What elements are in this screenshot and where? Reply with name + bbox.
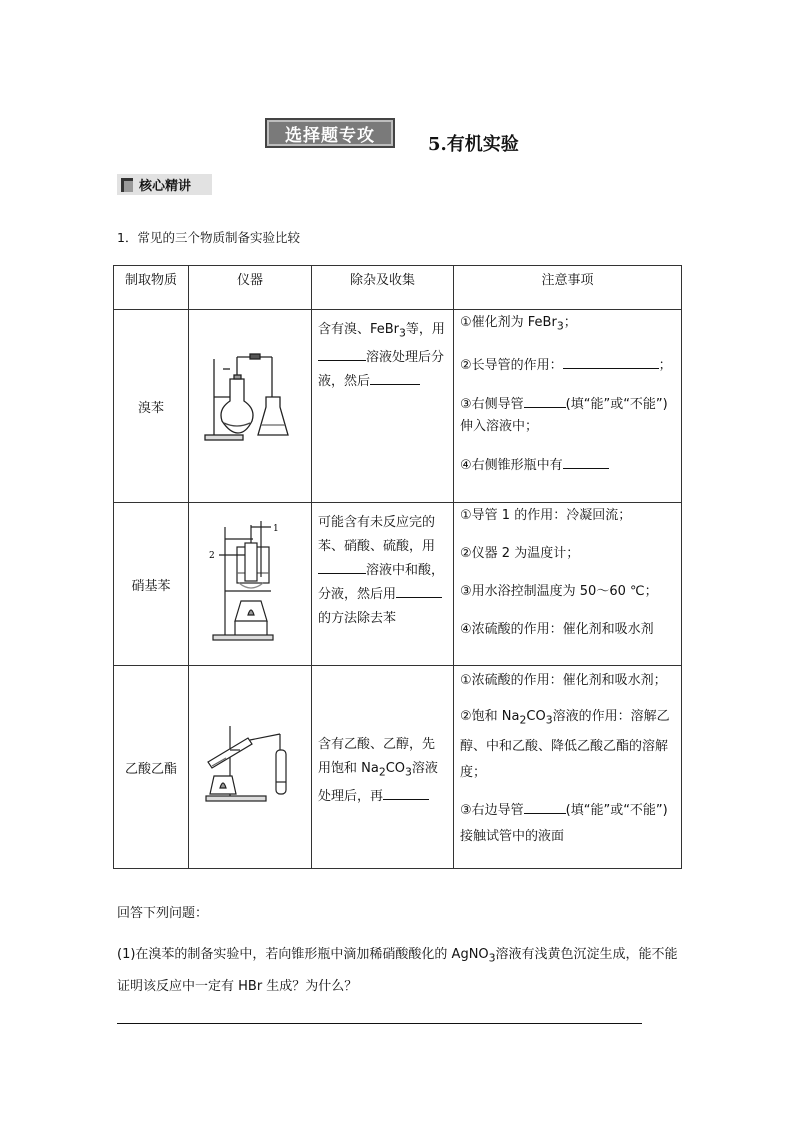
purify-text: CO <box>385 761 406 777</box>
table-row <box>114 310 682 503</box>
section1-title: 1．常见的三个物质制备实验比较 <box>117 230 300 245</box>
substance-name: 硝基苯 <box>114 503 189 666</box>
header-cell: 注意事项 <box>454 266 682 310</box>
subscript: 3 <box>399 326 406 340</box>
note-line: ②仪器 2 为温度计； <box>460 546 580 561</box>
table-header-row <box>114 266 682 310</box>
fill-blank[interactable] <box>563 354 659 369</box>
fill-blank[interactable] <box>383 785 429 800</box>
nitrobenzene-apparatus-icon <box>205 517 295 647</box>
fill-blank[interactable] <box>396 583 442 598</box>
note-text: 溶液的作用：溶解乙醇、中和乙酸、降低乙酸乙酯的溶解度； <box>460 709 670 780</box>
note-text: (填“能”或“不能”)接触试管中的液面 <box>460 802 668 844</box>
purify-text: 溶液处理后，再 <box>318 761 438 804</box>
substance-name: 乙酸乙酯 <box>114 666 189 869</box>
fill-blank[interactable] <box>524 799 566 814</box>
purification-cell <box>312 503 454 666</box>
subscript: 2 <box>519 713 527 727</box>
question-text: (1)在溴苯的制备实验中，若向锥形瓶中滴加稀硝酸酸化的 AgNO <box>117 947 489 962</box>
notes-cell <box>454 503 682 666</box>
purify-text: 的方法除去苯 <box>318 611 397 626</box>
note-line <box>460 393 675 438</box>
subscript: 3 <box>545 713 553 727</box>
note-line <box>460 704 675 786</box>
fill-blank[interactable] <box>318 559 366 574</box>
ethyl-acetate-apparatus-icon <box>200 720 300 810</box>
subscript: 3 <box>488 951 496 965</box>
note-line: ①导管 1 的作用：冷凝回流； <box>460 508 632 523</box>
subscript: 3 <box>556 319 564 333</box>
purify-text: 溶液中和酸，分液，然后用 <box>318 563 445 602</box>
table-row <box>114 666 682 869</box>
note-line <box>460 798 675 850</box>
answer-line[interactable] <box>117 1023 642 1024</box>
table-row <box>114 503 682 666</box>
apparatus-image <box>189 666 312 869</box>
note-text: ②饱和 Na <box>460 709 520 724</box>
fill-blank[interactable] <box>318 346 366 361</box>
purify-text: 等，用 <box>405 322 445 337</box>
purification-cell <box>312 666 454 869</box>
note-text: ③右边导管 <box>460 802 524 818</box>
section-tag-label: 核心精讲 <box>139 179 192 194</box>
note-line <box>460 312 675 338</box>
subscript: 2 <box>378 765 386 779</box>
tag-marker-icon <box>121 178 133 192</box>
note-line: ①浓硫酸的作用：催化剂和吸水剂； <box>460 673 667 688</box>
fill-blank[interactable] <box>370 370 420 385</box>
question-text: 溶液有浅黄色沉淀生成，能不能证明该反应中一定有 HBr 生成？为什么？ <box>117 947 678 994</box>
notes-cell <box>454 666 682 869</box>
apparatus-image <box>189 503 312 666</box>
notes-cell <box>454 310 682 503</box>
header-cell: 除杂及收集 <box>312 266 454 310</box>
apparatus-image <box>189 310 312 503</box>
question-1 <box>117 941 687 1001</box>
note-text: ②长导管的作用： <box>460 357 563 373</box>
questions-intro: 回答下列问题： <box>117 906 209 921</box>
note-text: CO <box>526 709 546 724</box>
purify-text: 含有乙酸、乙醇，先用饱和 Na <box>318 737 436 777</box>
purify-text: 可能含有未反应完的苯、硝酸、硫酸，用 <box>318 515 436 554</box>
header-cell: 制取物质 <box>114 266 189 310</box>
apparatus-label-1: 1 <box>273 524 279 534</box>
page-title: 5.有机实验 <box>428 134 519 155</box>
note-text: ①催化剂为 FeBr <box>460 315 557 330</box>
subscript: 3 <box>405 765 412 779</box>
note-text: ； <box>563 315 577 330</box>
experiment-table <box>113 265 682 869</box>
substance-name: 溴苯 <box>114 310 189 503</box>
purification-cell <box>312 310 454 503</box>
note-line: ③用水浴控制温度为 50～60 ℃； <box>460 584 658 599</box>
purify-text: 溶液处理后分液，然后 <box>318 349 445 389</box>
purify-text: 含有溴、FeBr <box>318 322 400 337</box>
apparatus-label-2: 2 <box>209 551 215 561</box>
bromobenzene-apparatus-icon <box>200 349 300 459</box>
note-line: ④浓硫酸的作用：催化剂和吸水剂 <box>460 622 654 637</box>
note-text: ； <box>658 357 672 373</box>
topic-badge: 选择题专攻 <box>265 118 395 148</box>
note-text: ④右侧锥形瓶中有 <box>460 457 563 473</box>
note-line <box>460 454 675 477</box>
header-cell: 仪器 <box>189 266 312 310</box>
note-line <box>460 354 675 377</box>
fill-blank[interactable] <box>524 393 566 408</box>
note-text: ③右侧导管 <box>460 396 524 412</box>
section-tag <box>117 174 212 195</box>
fill-blank[interactable] <box>563 454 609 469</box>
note-text: (填“能”或“不能”)伸入溶液中； <box>460 396 668 434</box>
